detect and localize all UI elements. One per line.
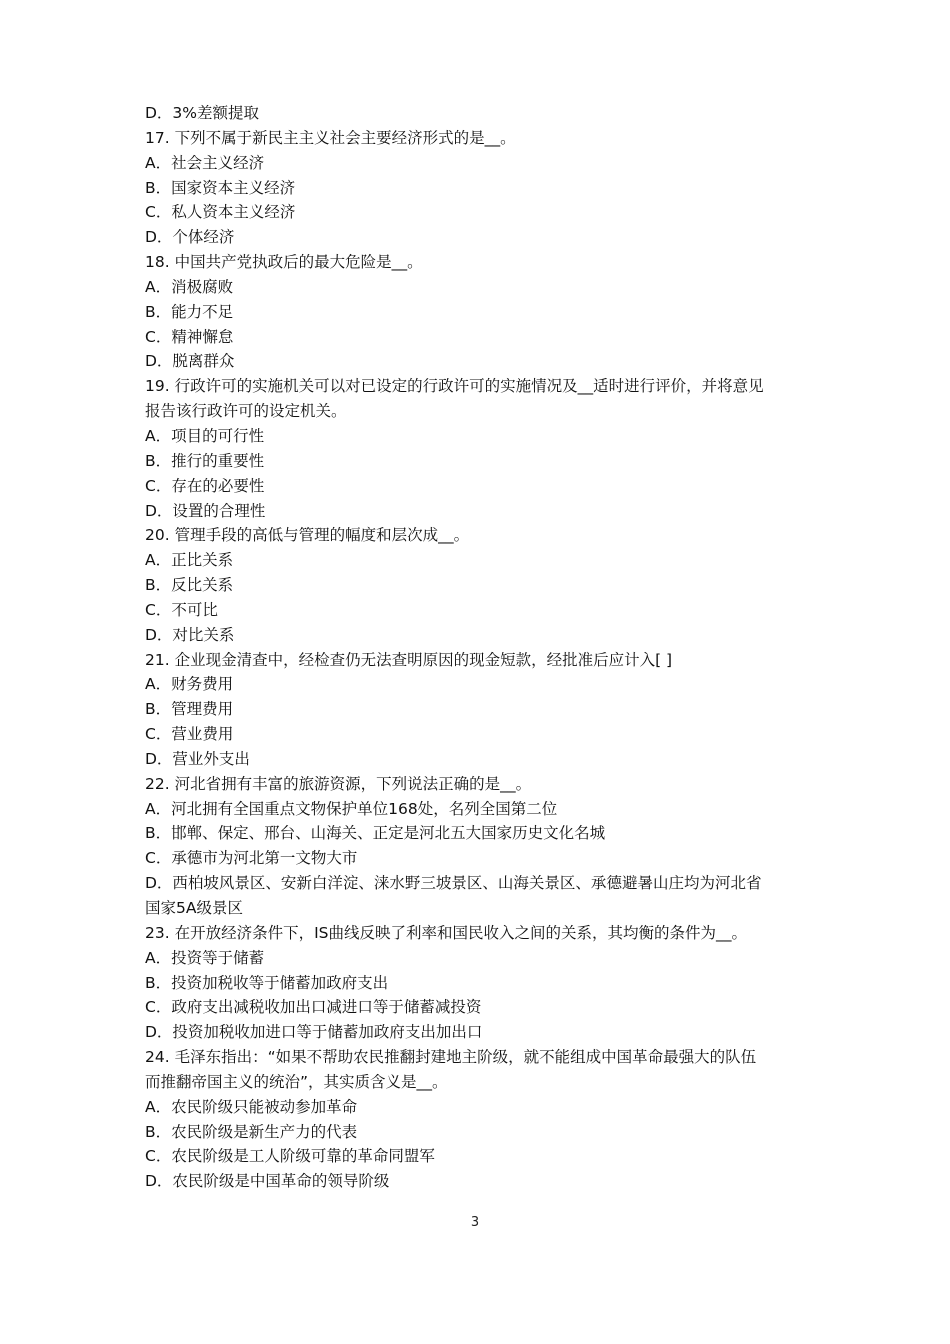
option-a: A．消极腐败 xyxy=(145,277,234,296)
option-d: D．西柏坡风景区、安新白洋淀、涞水野三坡景区、山海关景区、承德避暑山庄均为河北省 xyxy=(145,874,762,893)
question-17: 17. 下列不属于新民主主义社会主要经济形式的是__。 xyxy=(145,128,516,147)
option-b: B．管理费用 xyxy=(145,700,234,719)
option-b: B．推行的重要性 xyxy=(145,451,265,470)
question-18: 18. 中国共产党执政后的最大危险是__。 xyxy=(145,253,423,272)
question-20: 20. 管理手段的高低与管理的幅度和层次成__。 xyxy=(145,526,470,545)
option-c: C．精神懈怠 xyxy=(145,327,234,346)
option-b: B．反比关系 xyxy=(145,576,234,595)
question-19-continued: 报告该行政许可的设定机关。 xyxy=(145,402,347,421)
option-b: B．投资加税收等于储蓄加政府支出 xyxy=(145,973,389,992)
question-19: 19. 行政许可的实施机关可以对已设定的行政许可的实施情况及__适时进行评价，并将意见 xyxy=(145,377,764,396)
text-line: D．3%差额提取 xyxy=(145,104,260,122)
option-c: C．存在的必要性 xyxy=(145,476,265,495)
option-d: D．对比关系 xyxy=(145,625,235,644)
option-c: C．承德市为河北第一文物大市 xyxy=(145,849,358,868)
question-22: 22. 河北省拥有丰富的旅游资源，下列说法正确的是__。 xyxy=(145,774,532,793)
option-c: C．不可比 xyxy=(145,600,218,619)
question-21: 21. 企业现金清查中，经检查仍无法查明原因的现金短款，经批准后应计入[ ] xyxy=(145,650,673,669)
question-24-continued: 而推翻帝国主义的统治”，其实质含义是__。 xyxy=(145,1072,448,1091)
option-a: A．财务费用 xyxy=(145,675,234,694)
option-b: B．农民阶级是新生产力的代表 xyxy=(145,1122,358,1141)
option-c: C．农民阶级是工人阶级可靠的革命同盟军 xyxy=(145,1147,435,1166)
option-d: D．个体经济 xyxy=(145,228,235,247)
option-a: A．河北拥有全国重点文物保护单位168处，名列全国第二位 xyxy=(145,799,558,818)
option-c: C．私人资本主义经济 xyxy=(145,203,296,222)
question-24: 24. 毛泽东指出：“如果不帮助农民推翻封建地主阶级，就不能组成中国革命最强大的队伍 xyxy=(145,1048,757,1067)
option-a: A．社会主义经济 xyxy=(145,153,265,172)
option-d: D．农民阶级是中国革命的领导阶级 xyxy=(145,1172,390,1191)
option-a: A．农民阶级只能被动参加革命 xyxy=(145,1097,358,1116)
option-d: D．设置的合理性 xyxy=(145,501,266,520)
option-a: A．投资等于储蓄 xyxy=(145,948,265,967)
option-c: C．政府支出减税收加出口减进口等于储蓄减投资 xyxy=(145,998,482,1017)
document-body xyxy=(145,101,815,1194)
option-d: D．脱离群众 xyxy=(145,352,235,371)
option-b: B．国家资本主义经济 xyxy=(145,178,296,197)
option-d-continued: 国家5A级景区 xyxy=(145,899,243,917)
option-b: B．能力不足 xyxy=(145,302,234,321)
option-c: C．营业费用 xyxy=(145,725,234,744)
option-a: A．正比关系 xyxy=(145,551,234,570)
option-b: B．邯郸、保定、邢台、山海关、正定是河北五大国家历史文化名城 xyxy=(145,824,606,843)
page-number: 3 xyxy=(470,1215,480,1230)
question-23: 23. 在开放经济条件下，IS曲线反映了利率和国民收入之间的关系，其均衡的条件为__。 xyxy=(145,923,747,942)
option-a: A．项目的可行性 xyxy=(145,426,265,445)
option-d: D．投资加税收加进口等于储蓄加政府支出加出口 xyxy=(145,1023,483,1042)
option-d: D．营业外支出 xyxy=(145,749,250,768)
